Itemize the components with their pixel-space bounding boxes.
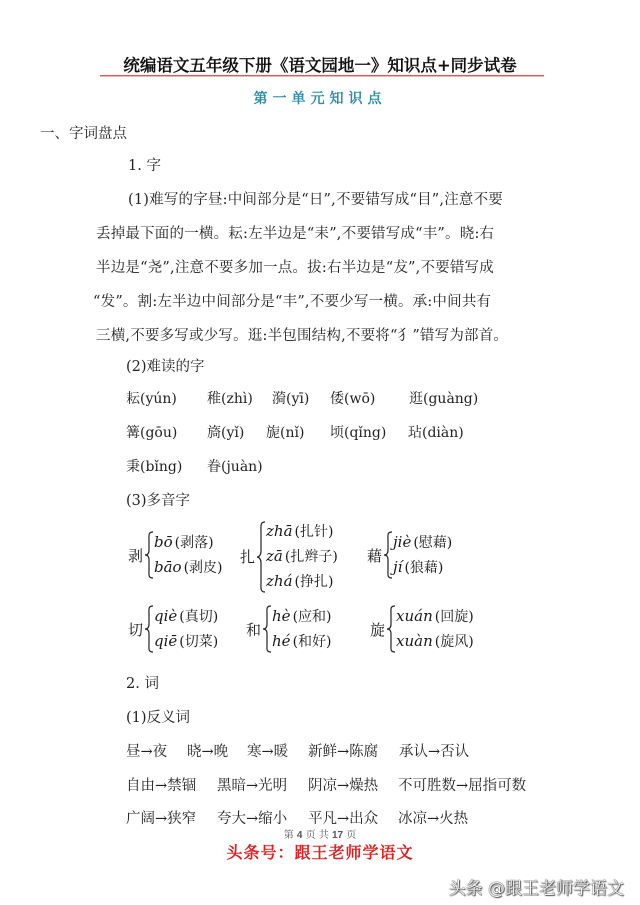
left-brace-icon	[144, 605, 154, 653]
polyphonic-group	[128, 530, 223, 580]
left-brace-icon	[256, 521, 266, 593]
paragraph-line: 丢掉最下面的一横。耘:左半边是“耒”,不要错写成“丰”。晓:右	[96, 226, 495, 242]
polyphonic-char: 扎	[240, 548, 256, 566]
polyphonic-char: 和	[246, 620, 262, 639]
polyphonic-reading: qiē (切菜)	[154, 632, 219, 650]
left-brace-icon	[144, 531, 154, 579]
polyphonic-reading: jiè (慰藉)	[393, 533, 453, 551]
section-title: 第一单元知识点	[253, 91, 387, 107]
pinyin-entry: 眷(juàn)	[207, 459, 263, 475]
polyphonic-char: 切	[128, 620, 144, 639]
subheading-polyphonic: (3)多音字	[126, 493, 191, 509]
subheading-characters: 1. 字	[128, 158, 161, 174]
polyphonic-group	[246, 604, 332, 654]
polyphonic-group	[367, 530, 452, 580]
pinyin-entry: 顷(qǐng)	[330, 425, 387, 441]
antonym-pair: 夸大→缩小	[217, 811, 288, 827]
polyphonic-reading: zā (扎辫子)	[266, 547, 338, 565]
subheading-words: 2. 词	[126, 676, 159, 692]
polyphonic-reading: xuán (回旋)	[396, 607, 474, 625]
polyphonic-char: 旋	[370, 620, 386, 639]
paragraph-line: 三横,不要多写或少写。逛:半包围结构,不要将“犭”错写为部首。	[96, 328, 509, 344]
left-brace-icon	[383, 531, 393, 579]
antonym-pair: 晓→晚	[187, 744, 229, 760]
antonym-pair: 黑暗→光明	[217, 778, 288, 794]
polyphonic-reading: bō (剥落)	[154, 533, 214, 551]
page-number: 第 4 页 共 17 页	[283, 830, 357, 841]
antonym-pair: 广阔→狭窄	[126, 811, 197, 827]
polyphonic-reading: bāo (剥皮)	[154, 558, 223, 576]
polyphonic-reading: hé (和好)	[272, 632, 332, 650]
antonym-pair: 阴凉→燥热	[308, 778, 379, 794]
header-divider	[100, 75, 544, 76]
pinyin-entry: 旖(yǐ)	[207, 425, 245, 441]
polyphonic-char: 剥	[128, 546, 144, 565]
paragraph-line: (1)难写的字昼:中间部分是“日”,不要错写成“目”,注意不要	[128, 192, 503, 208]
pinyin-entry: 篝(gōu)	[126, 425, 178, 441]
pinyin-entry: 稚(zhì)	[207, 391, 253, 407]
antonym-pair: 平凡→出众	[308, 811, 379, 827]
pinyin-entry: 旎(nǐ)	[266, 425, 305, 441]
antonym-pair: 不可胜数→屈指可数	[398, 778, 527, 794]
left-brace-icon	[262, 605, 272, 653]
pinyin-entry: 玷(diàn)	[408, 425, 464, 441]
paragraph-line: “发”。割:左半边中间部分是“丰”,不要少写一横。承:中间共有	[93, 294, 492, 310]
antonym-pair: 昼→夜	[126, 744, 168, 760]
polyphonic-reading: qiè (真切)	[154, 607, 219, 625]
antonym-pair: 寒→暖	[247, 744, 289, 760]
footer-brand: 头条号：跟王老师学语文	[226, 843, 414, 862]
pinyin-entry: 漪(yī)	[272, 391, 310, 407]
antonym-pair: 承认→否认	[399, 744, 470, 760]
polyphonic-reading: hè (应和)	[272, 607, 332, 625]
polyphonic-group	[240, 519, 338, 594]
polyphonic-reading: zhá (挣扎)	[266, 572, 334, 590]
subheading-hard-to-read: (2)难读的字	[126, 359, 205, 375]
pinyin-entry: 倭(wō)	[330, 391, 376, 407]
antonym-pair: 自由→禁锢	[126, 778, 197, 794]
document-title: 统编语文五年级下册《语文园地一》知识点+同步试卷	[123, 56, 517, 75]
pinyin-entry: 逛(guàng)	[409, 391, 479, 407]
left-brace-icon	[386, 605, 396, 653]
polyphonic-group	[128, 604, 218, 654]
polyphonic-reading: xuàn (旋风)	[396, 632, 474, 650]
antonym-pair: 冰凉→火热	[398, 811, 469, 827]
pinyin-entry: 秉(bǐng)	[126, 459, 183, 475]
part-heading: 一、字词盘点	[40, 126, 127, 142]
antonym-pair: 新鲜→陈腐	[308, 744, 379, 760]
pinyin-entry: 耘(yún)	[126, 391, 177, 407]
watermark: 头条 @跟王老师学语文	[448, 879, 624, 899]
polyphonic-group	[370, 604, 474, 654]
subheading-antonyms: (1)反义词	[126, 710, 191, 726]
polyphonic-reading: jí (狼藉)	[393, 558, 444, 576]
polyphonic-reading: zhā (扎针)	[266, 522, 334, 540]
polyphonic-char: 藉	[367, 546, 383, 565]
paragraph-line: 半边是“尧”,注意不要多加一点。拔:右半边是“犮”,不要错写成	[96, 260, 494, 276]
